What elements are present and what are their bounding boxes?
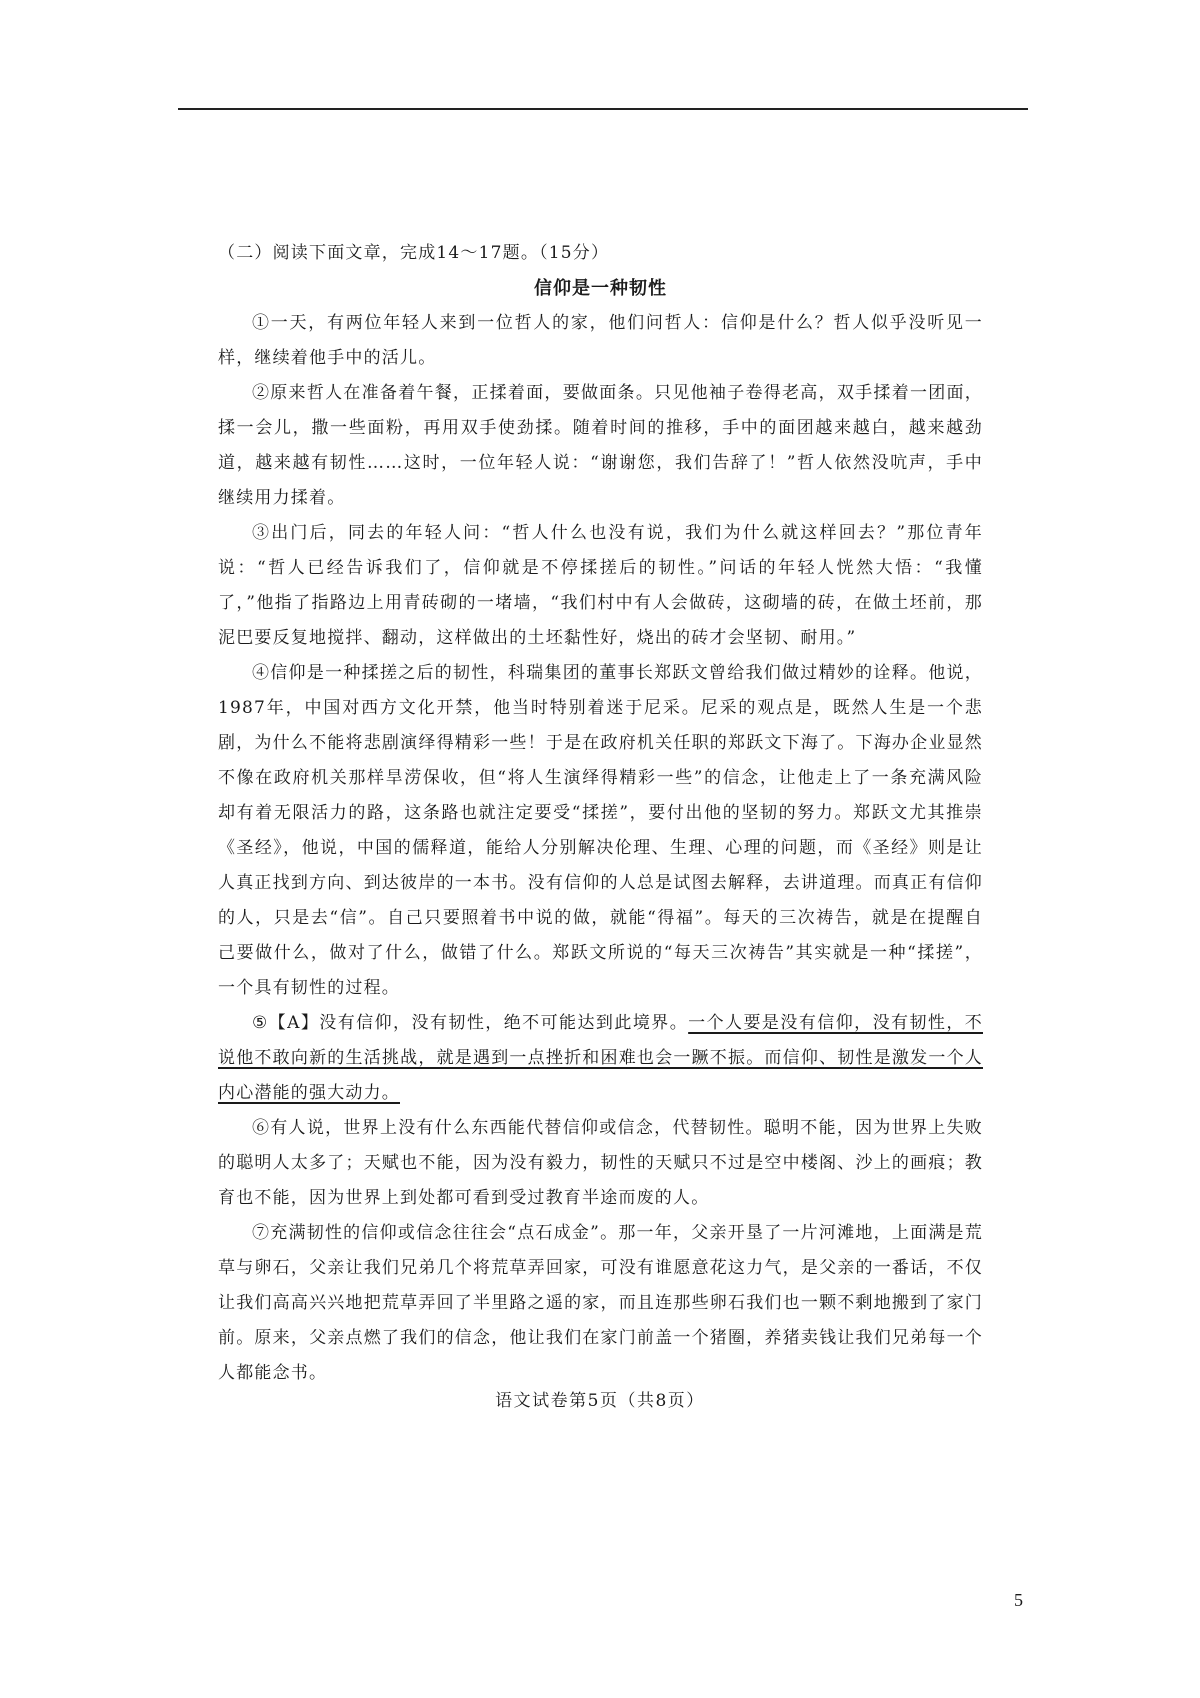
paragraph-1: ①一天，有两位年轻人来到一位哲人的家，他们问哲人：信仰是什么？哲人似乎没听见一样，继续着他手中的活儿。 (218, 313, 983, 368)
paragraph-5-lead: ⑤【A】没有信仰，没有韧性，绝不可能达到此境界。 (252, 1013, 689, 1033)
paragraph-5 (218, 1006, 983, 1111)
paragraph-6: ⑥有人说，世界上没有什么东西能代替信仰或信念，代替韧性。聪明不能，因为世界上失败的聪明人太多了；天赋也不能，因为没有毅力，韧性的天赋只不过是空中楼阁、沙上的画痕；教育也不能，因为世界上到处都可看到受过教育半途而废的人。 (218, 1118, 983, 1208)
paragraph-3: ③出门后，同去的年轻人问：“哲人什么也没有说，我们为什么就这样回去？”那位青年说：“哲人已经告诉我们了，信仰就是不停揉搓后的韧性。”问话的年轻人恍然大悟：“我懂了，”他指了指路边上用青砖砌的一堵墙，“我们村中有人会做砖，这砌墙的砖，在做土坯前，那泥巴要反复地搅拌、翻动，这样做出的土坯黏性好，烧出的砖才会坚韧、耐用。” (218, 523, 983, 648)
paragraph-2: ②原来哲人在准备着午餐，正揉着面，要做面条。只见他袖子卷得老高，双手揉着一团面，揉一会儿，撒一些面粉，再用双手使劲揉。随着时间的推移，手中的面团越来越白，越来越劲道，越来越有韧性……这时，一位年轻人说：“谢谢您，我们告辞了！”哲人依然没吭声，手中继续用力揉着。 (218, 383, 983, 508)
article-title: 信仰是一种韧性 (534, 278, 667, 299)
document-body (218, 236, 983, 1391)
section-heading: （二）阅读下面文章，完成14～17题。（15分） (218, 243, 610, 263)
page-number: 5 (1014, 1590, 1023, 1610)
top-rule (178, 108, 1028, 110)
paragraph-5-underlined-sentence: 一个人要是没有信仰，没有韧性，不说他不敢向新的生活挑战，就是遇到一点挫折和困难也会一蹶不振。而信仰、韧性是激发一个人内心潜能的强大动力。 (218, 1013, 983, 1103)
paragraph-4: ④信仰是一种揉搓之后的韧性，科瑞集团的董事长郑跃文曾给我们做过精妙的诠释。他说，1987年，中国对西方文化开禁，他当时特别着迷于尼采。尼采的观点是，既然人生是一个悲剧，为什么不能将悲剧演绎得精彩一些！于是在政府机关任职的郑跃文下海了。下海办企业显然不像在政府机关那样旱涝保收，但“将人生演绎得精彩一些”的信念，让他走上了一条充满风险却有着无限活力的路，这条路也就注定要受“揉搓”，要付出他的坚韧的努力。郑跃文尤其推崇《圣经》，他说，中国的儒释道，能给人分别解决伦理、生理、心理的问题，而《圣经》则是让人真正找到方向、到达彼岸的一本书。没有信仰的人总是试图去解释，去讲道理。而真正有信仰的人，只是去“信”。自己只要照着书中说的做，就能“得福”。每天的三次祷告，就是在提醒自己要做什么，做对了什么，做错了什么。郑跃文所说的“每天三次祷告”其实就是一种“揉搓”，一个具有韧性的过程。 (218, 663, 983, 998)
paragraph-7: ⑦充满韧性的信仰或信念往往会“点石成金”。那一年，父亲开垦了一片河滩地，上面满是荒草与卵石，父亲让我们兄弟几个将荒草弄回家，可没有谁愿意花这力气，是父亲的一番话，不仅让我们高高兴兴地把荒草弄回了半里路之遥的家，而且连那些卵石我们也一颗不剩地搬到了家门前。原来，父亲点燃了我们的信念，他让我们在家门前盖一个猪圈，养猪卖钱让我们兄弟每一个人都能念书。 (218, 1223, 983, 1383)
page-footer: 语文试卷第5页（共8页） (495, 1391, 705, 1411)
